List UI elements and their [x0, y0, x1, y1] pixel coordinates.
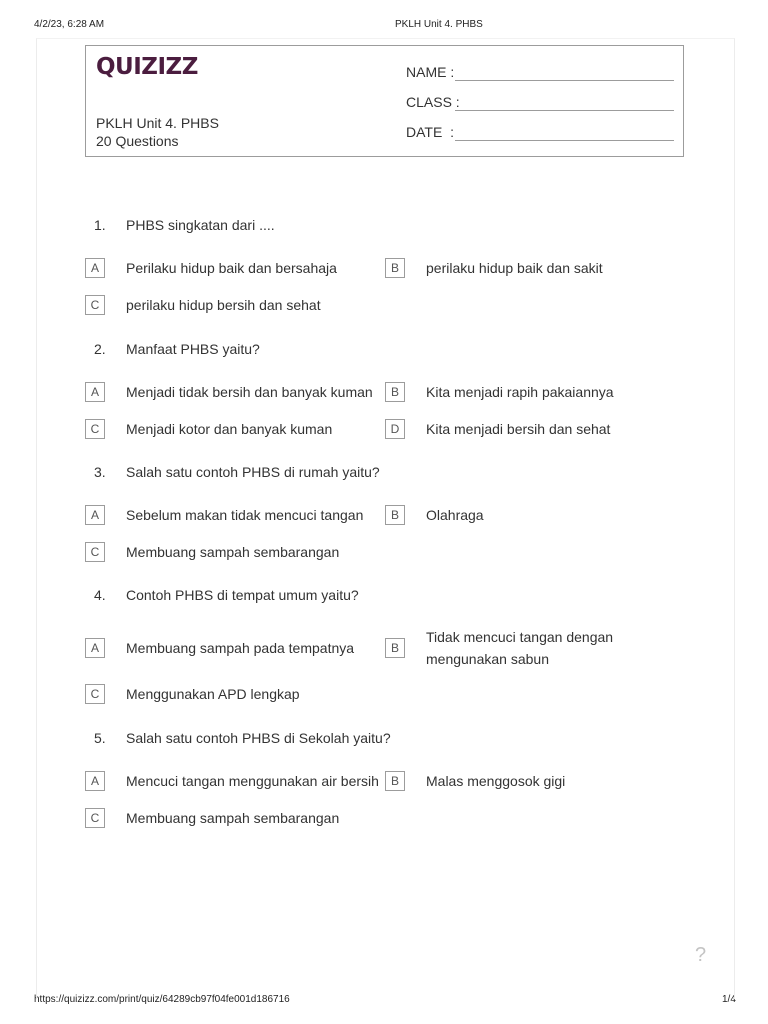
option-d-text: Kita menjadi bersih dan sehat — [426, 421, 611, 437]
question-number: 5. — [94, 730, 106, 746]
question-text: Manfaat PHBS yaitu? — [126, 341, 260, 357]
question-text: Contoh PHBS di tempat umum yaitu? — [126, 587, 359, 603]
option-c-text: Menggunakan APD lengkap — [126, 686, 300, 702]
option-c-box[interactable]: C — [85, 295, 105, 315]
print-title: PKLH Unit 4. PHBS — [395, 19, 483, 30]
question-text: Salah satu contoh PHBS di rumah yaitu? — [126, 464, 380, 480]
date-field[interactable] — [455, 140, 674, 141]
option-a-text: Membuang sampah pada tempatnya — [126, 640, 355, 656]
option-b-box[interactable]: B — [385, 505, 405, 525]
option-a-box[interactable]: A — [85, 382, 105, 402]
question-count: 20 Questions — [96, 133, 179, 149]
option-c-text: Membuang sampah sembarangan — [126, 810, 340, 826]
question-number: 3. — [94, 464, 106, 480]
class-label: CLASS : — [406, 94, 460, 110]
question-number: 2. — [94, 341, 106, 357]
option-a-text: Perilaku hidup baik dan bersahaja — [126, 260, 337, 276]
quiz-title: PKLH Unit 4. PHBS — [96, 115, 219, 131]
worksheet-header — [85, 45, 684, 157]
option-a-box[interactable]: A — [85, 258, 105, 278]
option-b-text: Malas menggosok gigi — [426, 773, 566, 789]
question-text: Salah satu contoh PHBS di Sekolah yaitu? — [126, 730, 391, 746]
class-field[interactable] — [455, 110, 674, 111]
print-datetime: 4/2/23, 6:28 AM — [34, 19, 105, 30]
name-label: NAME : — [406, 64, 455, 80]
quizizz-logo: QUIZIZZ — [96, 54, 198, 80]
option-b-box[interactable]: B — [385, 258, 405, 278]
option-b-text: Kita menjadi rapih pakaiannya — [426, 384, 614, 400]
question-number: 4. — [94, 587, 106, 603]
option-c-box[interactable]: C — [85, 808, 105, 828]
option-b-text: perilaku hidup baik dan sakit — [426, 260, 603, 276]
option-a-box[interactable]: A — [85, 638, 105, 658]
option-a-text: Mencuci tangan menggunakan air bersih — [126, 773, 379, 789]
help-icon[interactable]: ? — [695, 944, 707, 966]
print-url: https://quizizz.com/print/quiz/64289cb97f04fe001d186716 — [34, 994, 290, 1005]
option-b-text-line1: Tidak mencuci tangan dengan — [426, 629, 614, 645]
option-b-text-line2: mengunakan sabun — [426, 651, 549, 667]
date-label: DATE : — [406, 124, 454, 140]
page-number: 1/4 — [722, 994, 736, 1005]
option-b-box[interactable]: B — [385, 771, 405, 791]
option-c-box[interactable]: C — [85, 684, 105, 704]
question-text: PHBS singkatan dari .... — [126, 217, 275, 233]
option-d-box[interactable]: D — [385, 419, 405, 439]
option-a-text: Menjadi tidak bersih dan banyak kuman — [126, 384, 373, 400]
question-number: 1. — [94, 217, 106, 233]
option-c-text: perilaku hidup bersih dan sehat — [126, 297, 321, 313]
option-c-text: Membuang sampah sembarangan — [126, 544, 340, 560]
name-field[interactable] — [455, 80, 674, 81]
option-b-box[interactable]: B — [385, 638, 405, 658]
option-b-box[interactable]: B — [385, 382, 405, 402]
option-c-box[interactable]: C — [85, 542, 105, 562]
option-a-box[interactable]: A — [85, 505, 105, 525]
option-c-text: Menjadi kotor dan banyak kuman — [126, 421, 333, 437]
option-a-box[interactable]: A — [85, 771, 105, 791]
option-c-box[interactable]: C — [85, 419, 105, 439]
option-b-text: Olahraga — [426, 507, 484, 523]
option-a-text: Sebelum makan tidak mencuci tangan — [126, 507, 364, 523]
